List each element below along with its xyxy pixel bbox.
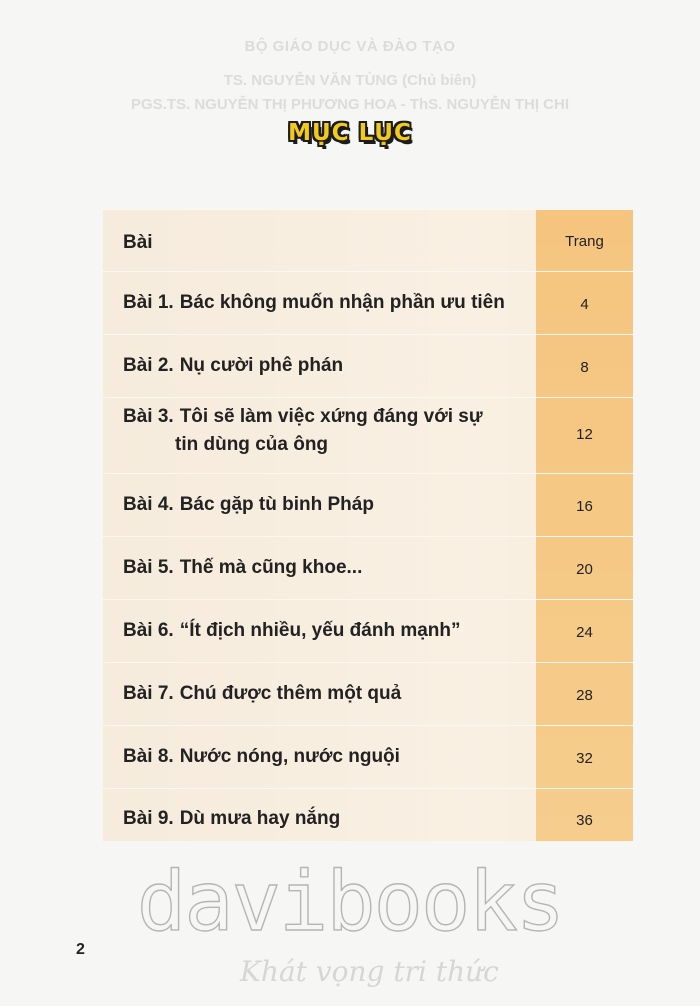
toc-entry-number: Bài 4. [123, 494, 174, 515]
page-title: MỤC LỤC [288, 120, 412, 146]
toc-entry-page: 24 [576, 624, 593, 641]
toc-header-page: Trang [565, 233, 604, 250]
title-container [0, 120, 700, 146]
show-through-text: PGS.TS. NGUYỄN THỊ PHƯƠNG HOA - ThS. NGUYỄN THỊ CHI [130, 96, 570, 113]
toc-entry-label [123, 620, 461, 642]
toc-entry-title: “Ít địch nhiều, yếu đánh mạnh” [179, 620, 461, 641]
toc-row[interactable] [103, 725, 633, 789]
show-through-text: TS. NGUYỄN VĂN TÙNG (Chủ biên) [223, 72, 477, 89]
toc-entry-number: Bài 6. [123, 620, 174, 641]
toc-entry-title: Tôi sẽ làm việc xứng đáng với sự [179, 406, 483, 427]
toc-entry-title: Nước nóng, nước nguội [179, 746, 400, 767]
toc-row[interactable] [103, 599, 633, 663]
toc-header-row [103, 209, 633, 272]
table-of-contents [103, 209, 633, 841]
toc-entry-title: Thế mà cũng khoe... [179, 557, 363, 578]
toc-row[interactable] [103, 536, 633, 600]
toc-entry-number: Bài 8. [123, 746, 174, 767]
toc-entry-label [123, 683, 401, 705]
toc-entry-label [123, 557, 362, 579]
toc-row[interactable] [103, 397, 633, 474]
toc-entry-number: Bài 5. [123, 557, 174, 578]
toc-entry-page: 16 [576, 498, 593, 515]
watermark-slogan: Khát vọng tri thức [240, 955, 499, 988]
toc-row[interactable] [103, 271, 633, 335]
toc-entry-number: Bài 1. [123, 292, 174, 313]
toc-entry-page: 36 [576, 812, 593, 829]
show-through-text: BỘ GIÁO DỤC VÀ ĐÀO TẠO [244, 38, 456, 55]
watermark-brand: davibooks [136, 855, 564, 950]
toc-entry-number: Bài 2. [123, 355, 174, 376]
toc-entry-page: 12 [576, 426, 593, 443]
toc-entry-page: 8 [580, 359, 589, 376]
toc-entry-title: Bác gặp tù binh Pháp [179, 494, 374, 515]
toc-entry-label [123, 355, 343, 377]
toc-entry-label [123, 494, 374, 516]
toc-row[interactable] [103, 334, 633, 398]
toc-entry-label [123, 746, 400, 768]
toc-entry-title: Dù mưa hay nắng [179, 808, 341, 829]
toc-entry-number: Bài 7. [123, 683, 174, 704]
toc-entry-title: Bác không muốn nhận phần ưu tiên [179, 292, 505, 313]
toc-entry-title-continued: tin dùng của ông [175, 434, 329, 455]
toc-row[interactable] [103, 473, 633, 537]
toc-entry-page: 32 [576, 750, 593, 767]
toc-entry-label [123, 292, 505, 314]
toc-entry-label [123, 406, 483, 456]
toc-entry-page: 20 [576, 561, 593, 578]
toc-entry-page: 28 [576, 687, 593, 704]
toc-entry-label [123, 808, 340, 830]
toc-entry-title: Nụ cười phê phán [179, 355, 344, 376]
toc-entry-number: Bài 9. [123, 808, 174, 829]
toc-entry-page: 4 [580, 296, 589, 313]
toc-entry-number: Bài 3. [123, 406, 174, 427]
toc-entry-title: Chú được thêm một quả [179, 683, 402, 704]
toc-row[interactable] [103, 662, 633, 726]
toc-row[interactable] [103, 788, 633, 842]
page-number: 2 [76, 941, 85, 958]
toc-header-label: Bài [123, 232, 153, 253]
